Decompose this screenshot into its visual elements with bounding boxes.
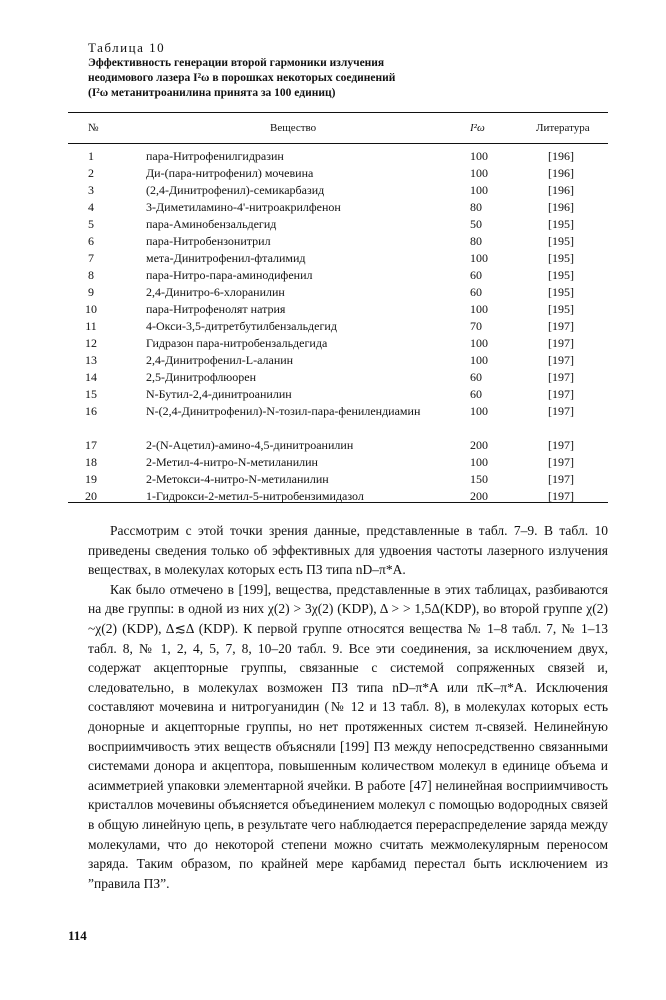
table-row [68, 267, 608, 284]
row-reference: [195] [548, 234, 574, 248]
row-substance: 3-Диметиламино-4'-нитроакрилфенон [146, 200, 341, 214]
row-reference: [195] [548, 268, 574, 282]
row-substance: пара-Нитрофенолят натрия [146, 302, 286, 316]
row-substance: пара-Нитро-пара-аминодифенил [146, 268, 313, 282]
row-number: 2 [88, 166, 94, 180]
row-reference: [197] [548, 336, 574, 350]
row-reference: [196] [548, 149, 574, 163]
table-header-rule [68, 143, 608, 144]
row-reference: [197] [548, 404, 574, 418]
row-number: 20 [85, 489, 97, 503]
table-row [68, 318, 608, 335]
row-number: 18 [85, 455, 97, 469]
row-reference: [195] [548, 217, 574, 231]
table-row [68, 199, 608, 216]
table-row [68, 216, 608, 233]
row-number: 4 [88, 200, 94, 214]
row-intensity: 70 [470, 319, 482, 333]
table-row [68, 182, 608, 199]
row-intensity: 60 [470, 387, 482, 401]
table-body [68, 148, 608, 505]
row-reference: [195] [548, 251, 574, 265]
row-reference: [196] [548, 200, 574, 214]
table-title-line: Эффективность генерации второй гармоники излучения [88, 57, 385, 69]
row-number: 13 [85, 353, 97, 367]
header-intensity: I²ω [470, 122, 485, 134]
row-intensity: 100 [470, 149, 488, 163]
row-substance: пара-Нитрофенилгидразин [146, 149, 284, 163]
row-number: 1 [88, 149, 94, 163]
table-label: Таблица 10 [88, 40, 166, 55]
table-row [68, 250, 608, 267]
row-intensity: 100 [470, 455, 488, 469]
row-substance: 2-(N-Ацетил)-амино-4,5-динитроанилин [146, 438, 354, 452]
page-number: 114 [68, 928, 87, 943]
row-number: 19 [85, 472, 97, 486]
table-title-line: (I²ω метанитроанилина принята за 100 единиц) [88, 87, 336, 99]
row-number: 17 [85, 438, 97, 452]
row-number: 8 [88, 268, 94, 282]
header-substance: Вещество [270, 122, 317, 134]
row-reference: [197] [548, 455, 574, 469]
row-substance: 2,4-Динитрофенил-L-аланин [146, 353, 294, 367]
row-intensity: 80 [470, 200, 482, 214]
row-substance: 2,5-Динитрофлюорен [146, 370, 257, 384]
row-substance: 2-Метокси-4-нитро-N-метиланилин [146, 472, 329, 486]
header-num: № [88, 122, 99, 134]
table-row [68, 335, 608, 352]
row-substance: 4-Окси-3,5-дитретбутилбензальдегид [146, 319, 337, 333]
row-number: 6 [88, 234, 94, 248]
table-row [68, 301, 608, 318]
row-substance: (2,4-Динитрофенил)-семикарбазид [146, 183, 325, 197]
row-intensity: 100 [470, 404, 488, 418]
row-number: 14 [85, 370, 97, 384]
row-intensity: 200 [470, 438, 488, 452]
row-substance: 2,4-Динитро-6-хлоранилин [146, 285, 285, 299]
table-row [68, 148, 608, 165]
row-intensity: 60 [470, 370, 482, 384]
table-top-rule [68, 112, 608, 113]
row-reference: [197] [548, 353, 574, 367]
table-row [68, 471, 608, 488]
row-substance: N-(2,4-Динитрофенил)-N-тозил-пара-фенилендиамин [146, 404, 421, 418]
table-row [68, 284, 608, 301]
row-reference: [197] [548, 370, 574, 384]
row-intensity: 100 [470, 302, 488, 316]
row-intensity: 100 [470, 166, 488, 180]
row-intensity: 100 [470, 336, 488, 350]
paragraph: Как было отмечено в [199], вещества, представленные в этих таблицах, разбиваются на две группы: в одной из них χ(2) > 3χ(2) (KDP), Δ > > 1,5Δ(KDP), во второй группе χ(2) ~χ(2) (KDP), Δ≲Δ (KDP). К первой группе относятся вещества № 1–8 табл. 7, № 1–13 табл. 8, № 1, 2, 4, 5, 7, 8, 10–20 табл. 9. Все эти соединения, за исключением двух, содержат акцепторные группы, связанные с системой сопряженных связей и, следовательно, в молекулах возможен ПЗ типа nD–π*A или πK–π*A. Исключения составляют мочевина и нитрогуанидин (№ 12 и 13 табл. 8), в молекулах которых есть донорные и акцепторные группы, но нет протяженных систем π-связей. Нелинейную восприимчивость этих веществ объясняли [199] ПЗ между непосредственно связанными системами донора и акцептора, повышенным количеством молекул в единице объема и асимметрией упаковки элементарной ячейки. В работе [47] нелинейная восприимчивость кристаллов мочевины объясняется объединением молекул с помощью водородных связей в общую линейную цепь, в результате чего наблюдается перераспределение заряда между молекулами, что до некоторой степени можно считать межмолекулярным переносом заряда. Таким образом, по крайней мере карбамид перестал быть исключением из ”правила ПЗ”. [88, 581, 608, 891]
row-substance: мета-Динитрофенил-фталимид [146, 251, 306, 265]
table-row [68, 165, 608, 182]
row-intensity: 100 [470, 251, 488, 265]
row-substance: N-Бутил-2,4-динитроанилин [146, 387, 292, 401]
row-substance: пара-Аминобензальдегид [146, 217, 277, 231]
row-intensity: 150 [470, 472, 488, 486]
row-intensity: 200 [470, 489, 488, 503]
row-substance: Ди-(пара-нитрофенил) мочевина [146, 166, 314, 180]
table-row [68, 454, 608, 471]
row-reference: [195] [548, 302, 574, 316]
table-row [68, 386, 608, 403]
row-reference: [197] [548, 387, 574, 401]
row-number: 10 [85, 302, 97, 316]
row-intensity: 100 [470, 353, 488, 367]
row-number: 15 [85, 387, 97, 401]
row-number: 7 [88, 251, 94, 265]
row-number: 9 [88, 285, 94, 299]
row-reference: [196] [548, 166, 574, 180]
row-substance: пара-Нитробензонитрил [146, 234, 271, 248]
row-number: 11 [85, 319, 97, 333]
table-title-line: неодимового лазера I²ω в порошках некоторых соединений [88, 72, 396, 84]
row-reference: [197] [548, 472, 574, 486]
row-reference: [196] [548, 183, 574, 197]
table-row [68, 352, 608, 369]
row-intensity: 100 [470, 183, 488, 197]
row-intensity: 80 [470, 234, 482, 248]
table-row [68, 403, 608, 437]
paragraph: Рассмотрим с этой точки зрения данные, представленные в табл. 7–9. В табл. 10 приведены сведения только об эффективных для удвоения частоты лазерного излучения веществах, в молекулах которых есть ПЗ типа nD–π*A. [88, 523, 608, 578]
table-row [68, 369, 608, 386]
row-number: 12 [85, 336, 97, 350]
row-number: 16 [85, 404, 97, 418]
row-number: 3 [88, 183, 94, 197]
row-substance: Гидразон пара-нитробензальдегида [146, 336, 328, 350]
row-reference: [197] [548, 319, 574, 333]
table-bottom-rule [68, 502, 608, 503]
row-intensity: 60 [470, 285, 482, 299]
table-row [68, 233, 608, 250]
row-reference: [195] [548, 285, 574, 299]
row-reference: [197] [548, 489, 574, 503]
table-title [88, 56, 608, 101]
row-reference: [197] [548, 438, 574, 452]
body-text [88, 521, 608, 893]
row-number: 5 [88, 217, 94, 231]
row-intensity: 60 [470, 268, 482, 282]
header-reference: Литература [536, 122, 590, 134]
row-substance: 1-Гидрокси-2-метил-5-нитробензимидазол [146, 489, 364, 503]
row-substance: 2-Метил-4-нитро-N-метиланилин [146, 455, 318, 469]
table-row [68, 437, 608, 454]
row-intensity: 50 [470, 217, 482, 231]
